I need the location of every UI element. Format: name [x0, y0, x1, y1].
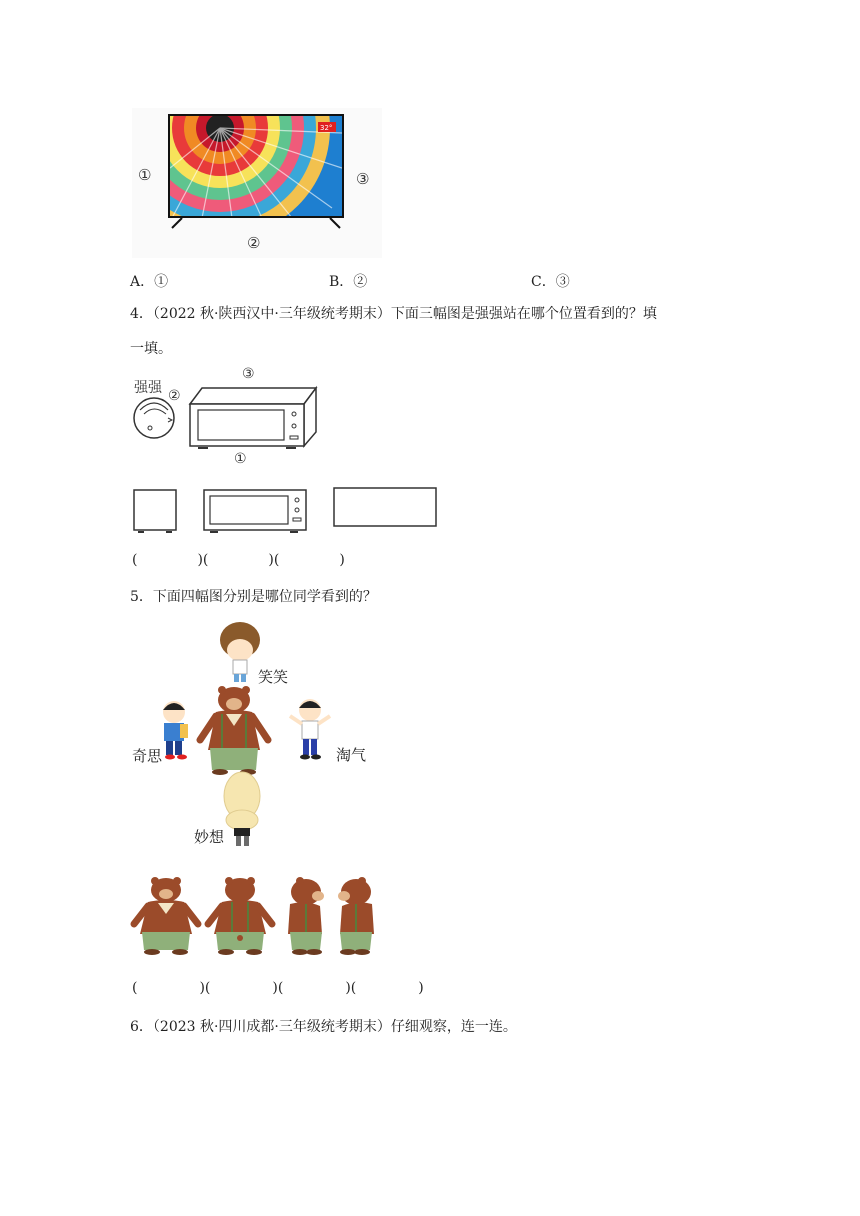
- q4-figure: [130, 366, 330, 470]
- name-xiaoxiao: 笑笑: [258, 668, 289, 686]
- q5-answer-blanks: [132, 980, 424, 996]
- q5-arrangement-illustration: [130, 620, 380, 852]
- name-miaoxiang: 妙想: [194, 828, 225, 846]
- q5-blank-sep-1: )(: [199, 980, 211, 996]
- q4-blank-open: (: [132, 552, 138, 568]
- q4-answer-blanks: [132, 552, 345, 568]
- q4-microwave-illustration: [130, 366, 330, 470]
- q4-question-line2: 一填。: [130, 341, 172, 357]
- q5-blank-sep-2: )(: [272, 980, 284, 996]
- q4-question-line1: 4．（2022 秋·陕西汉中·三年级统考期末）下面三幅图是强强站在哪个位置看到的？填: [130, 306, 657, 322]
- q3-option-b[interactable]: B．②: [329, 274, 368, 290]
- q3-option-a[interactable]: A．①: [130, 274, 169, 290]
- tv-mark-left: ①: [138, 166, 152, 184]
- q4-view-shapes: [130, 486, 450, 536]
- q3-option-c[interactable]: C．③: [531, 274, 570, 290]
- q4-blank-sep-2: )(: [268, 552, 280, 568]
- bear-view-4: [338, 877, 374, 955]
- bear-view-1: [134, 877, 198, 955]
- q5-bear-views: [130, 872, 390, 962]
- q6-question-title: 6．（2023 秋·四川成都·三年级统考期末）仔细观察，连一连。: [130, 1019, 517, 1035]
- q4-mark-side: ②: [168, 388, 181, 404]
- q4-blank-sep-1: )(: [197, 552, 209, 568]
- q5-blank-close: ): [418, 980, 424, 996]
- q5-question-title: 5．下面四幅图分别是哪位同学看到的？: [130, 589, 377, 605]
- bear-view-2: [208, 877, 272, 955]
- tv-mark-bottom: ②: [247, 234, 261, 252]
- bear-view-3: [288, 877, 324, 955]
- person-label-qiangqiang: 强强: [134, 380, 162, 396]
- name-taoqi: 淘气: [336, 746, 367, 764]
- tv-screen-badge: 32°: [320, 124, 333, 132]
- q5-figure: [130, 620, 380, 852]
- q4-blank-close: ): [339, 552, 345, 568]
- q5-blank-sep-3: )(: [345, 980, 357, 996]
- q5-blank-open: (: [132, 980, 138, 996]
- q3-figure: [132, 108, 382, 258]
- name-qisi: 奇思: [132, 747, 163, 765]
- q4-mark-top: ③: [242, 366, 255, 382]
- q4-mark-front: ①: [234, 451, 247, 467]
- tv-illustration: [132, 108, 382, 258]
- tv-mark-right: ③: [356, 170, 370, 188]
